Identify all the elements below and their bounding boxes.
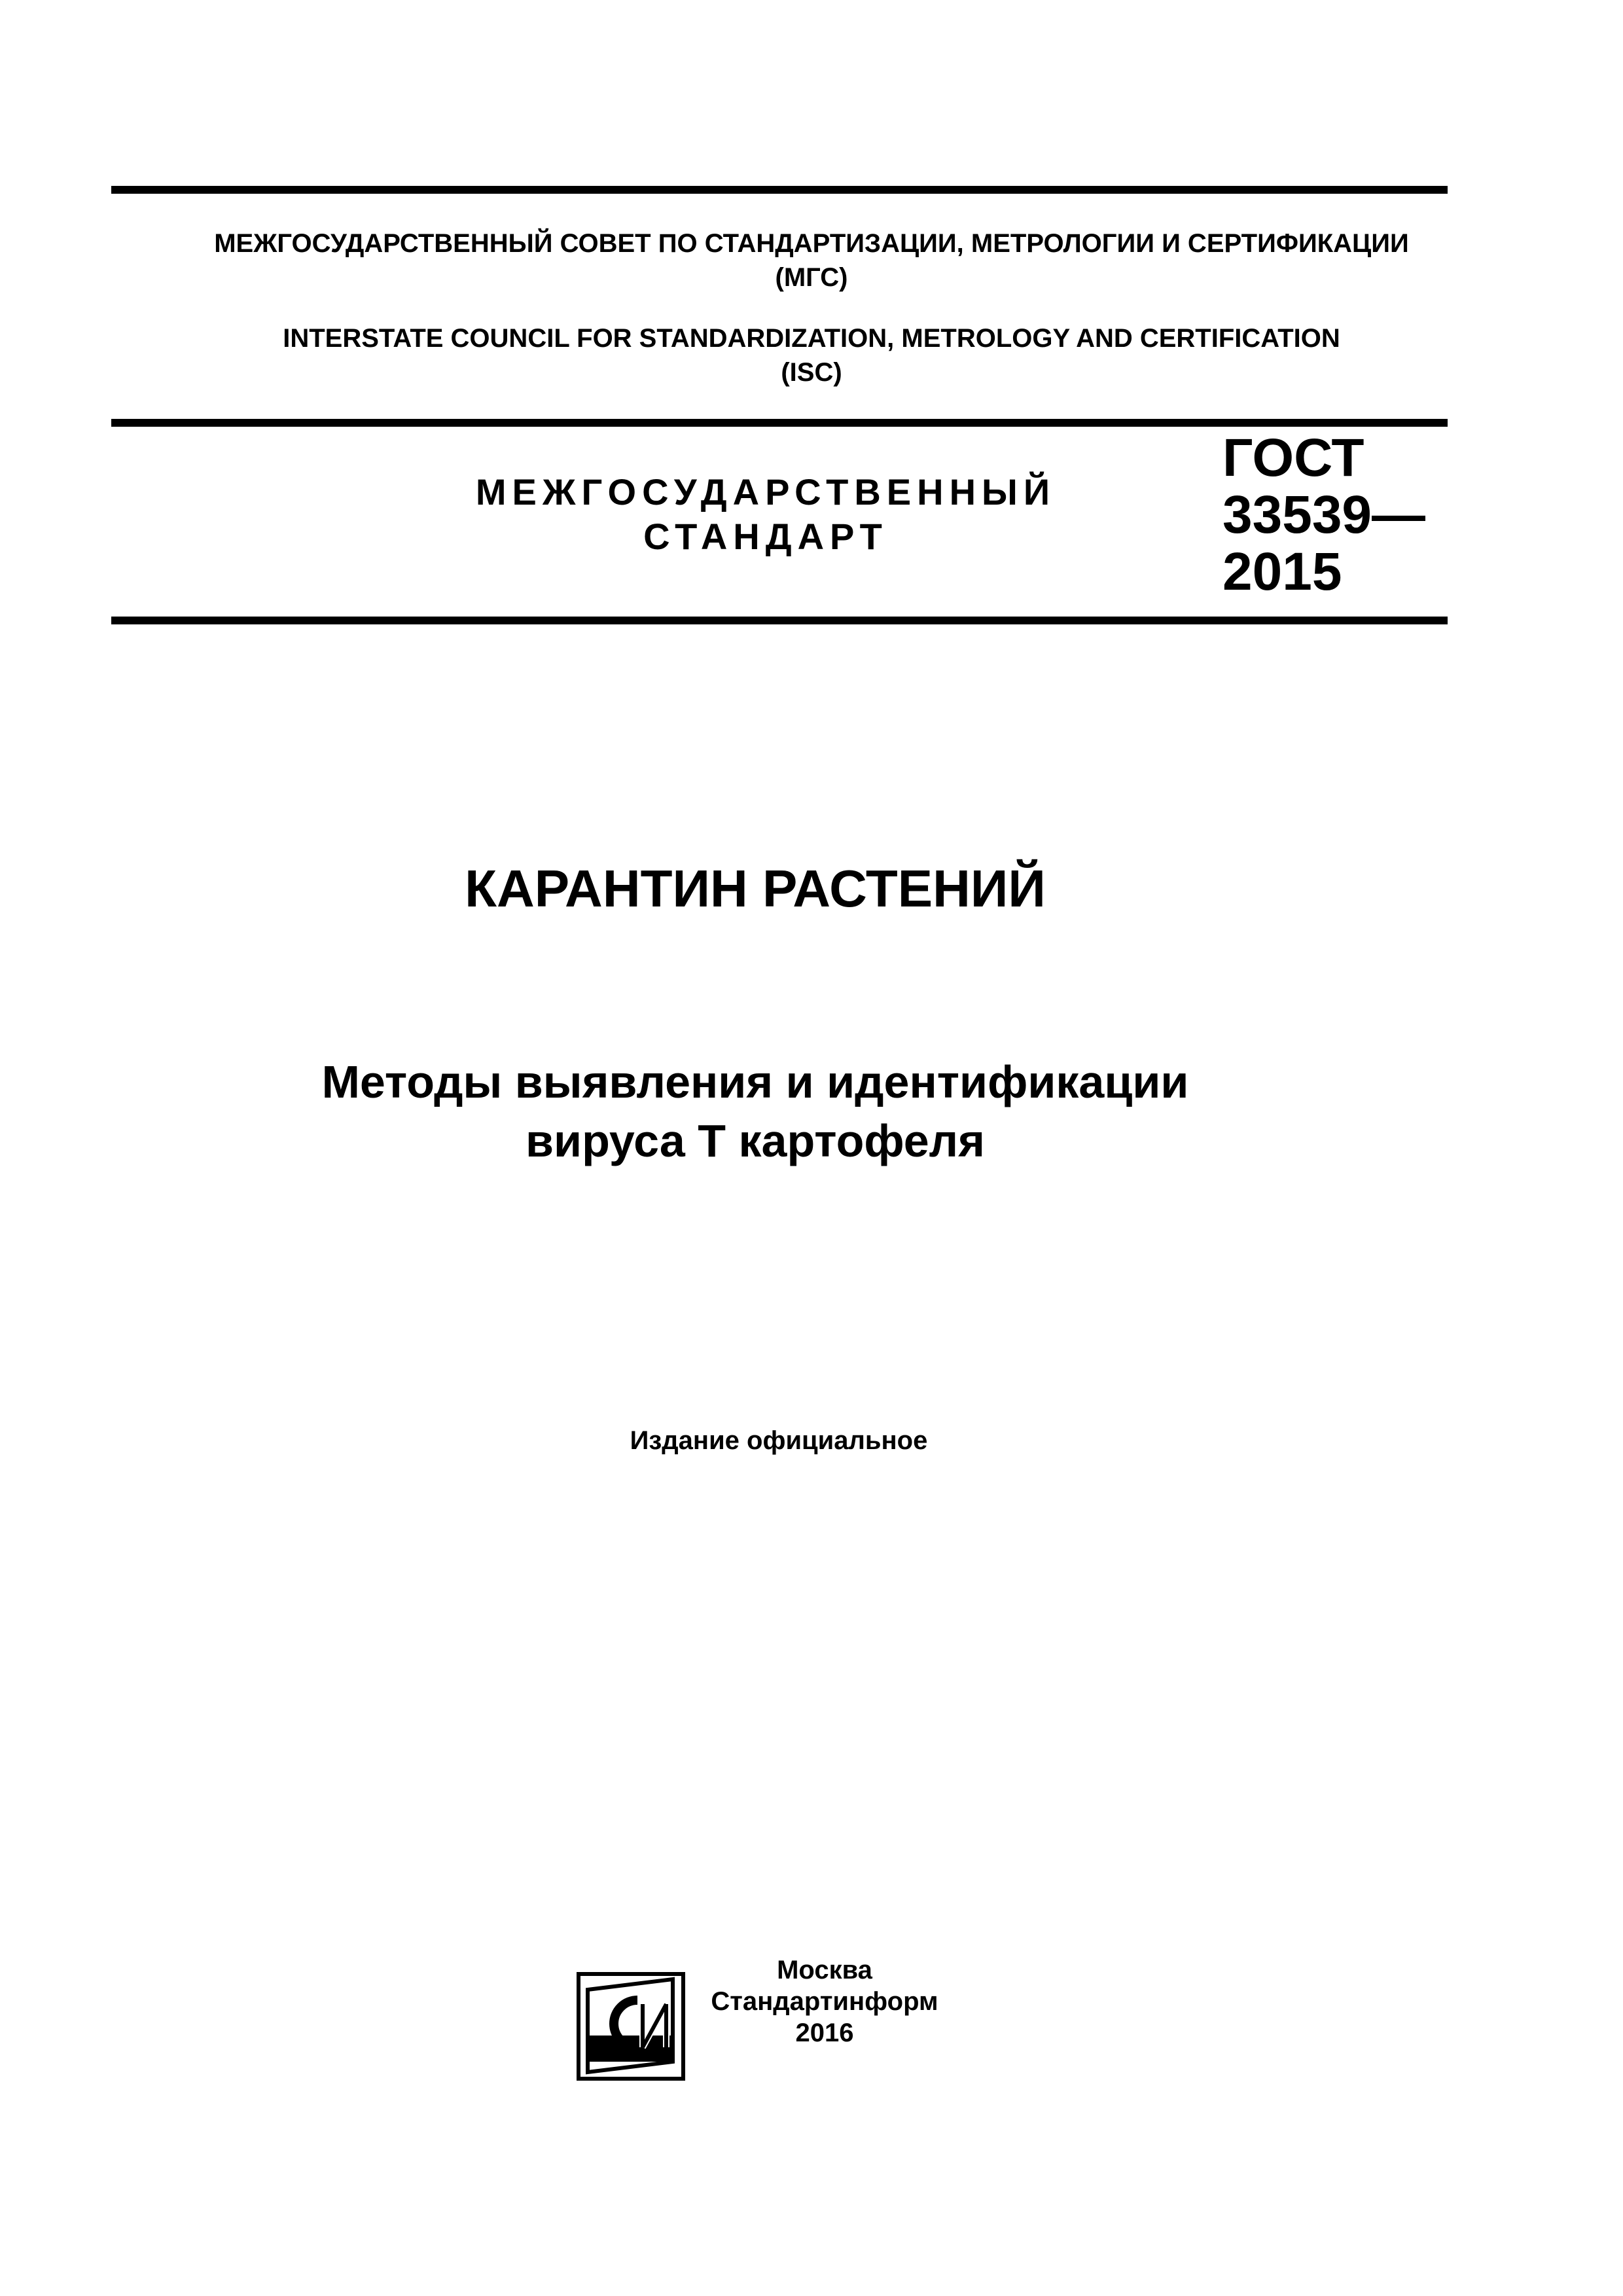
council-en-name: INTERSTATE COUNCIL FOR STANDARDIZATION, METROLOGY AND CERTIFICATION [283,324,1340,353]
gost-code [1222,429,1425,600]
council-ru-abbr: (МГС) [775,263,848,292]
gost-code-number: 33539— [1222,485,1426,545]
document-title: КАРАНТИН РАСТЕНИЙ [465,859,1046,918]
publisher-name: Стандартинформ [711,1987,938,2016]
middle-rule [111,419,1448,427]
standard-type-line2: СТАНДАРТ [643,516,888,557]
publisher-imprint [694,1954,955,2049]
standard-type-label [406,470,1126,559]
gost-code-year: 2015 [1222,542,1342,601]
document-subtitle-line2: вируса Т картофеля [526,1115,985,1166]
standard-type-line1: МЕЖГОСУДАРСТВЕННЫЙ [475,471,1056,512]
gost-code-prefix: ГОСТ [1222,428,1364,488]
council-en-abbr: (ISC) [781,358,842,387]
top-rule [111,186,1448,194]
standartinform-logo-icon [575,1970,687,2083]
bottom-rule [111,617,1448,624]
edition-label: Издание официальное [630,1426,928,1455]
publisher-city: Москва [777,1956,872,1984]
council-ru-name: МЕЖГОСУДАРСТВЕННЫЙ СОВЕТ ПО СТАНДАРТИЗАЦИИ, МЕТРОЛОГИИ И СЕРТИФИКАЦИИ [214,229,1409,258]
publisher-year: 2016 [795,2018,854,2047]
document-subtitle-line1: Методы выявления и идентификации [321,1056,1189,1107]
